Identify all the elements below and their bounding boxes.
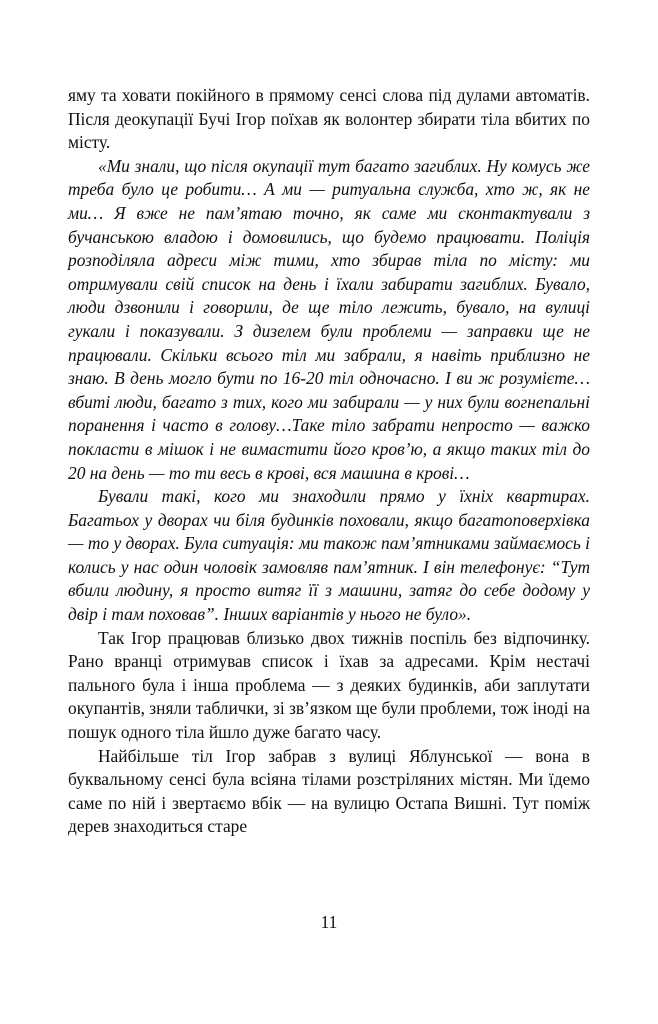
paragraph-3-quote: Бували такі, кого ми знаходили прямо у їхніх квартирах. Багатьох у дворах чи біля будинків поховали, якщо багатоповерхівка — то у дворах. Була ситуація: ми також пам’ятниками займаємось і колись у нас один чоловік замовляв пам’ятник. І він телефонує: “Тут вбили людину, я просто витяг її з машини, затяг до себе додому у двір і там поховав”. Інших варіантів у нього не було». [68, 486, 590, 625]
page-text-body [68, 84, 590, 839]
paragraph-2-quote: «Ми знали, що після окупації тут багато загиблих. Ну комусь же треба було це робити… А ми — ритуальна служба, хто ж, як не ми… Я вже не пам’ятаю точно, як саме ми сконтактували з бучанською владою і домовились, що будемо працювати. Поліція розподіляла адреси між тими, хто збирав тіла по місту: ми отримували свій список на день і їхали забирати загиблих. Бувало, люди дзвонили і говорили, де ще тіло лежить, бувало, на вулиці гукали і показували. З дизелем були проблеми — заправки ще не працювали. Скільки всього тіл ми забрали, я навіть приблизно не знаю. В день могло бути по 16-20 тіл одночасно. І ви ж розумієте… вбиті люди, багато з тих, кого ми забирали — у них були вогнепальні поранення і часто в голову…Таке тіло забрати непросто — важко покласти в мішок і не вимастити його кров’ю, а якщо таких тіл до 20 на день — то ти весь в крові, вся машина в крові… [68, 155, 590, 483]
paragraph-5: Найбільше тіл Ігор забрав з вулиці Яблунської — вона в буквальному сенсі була всіяна тілами розстріляних містян. Ми їдемо саме по ній і звертаємо вбік — на вулицю Остапа Вишні. Тут поміж дерев знаходиться старе [68, 745, 590, 837]
paragraph-1: яму та ховати покійного в прямому сенсі слова під дулами автоматів. Після деокупації Бучі Ігор поїхав як волонтер збирати тіла вбитих по місту. [68, 85, 590, 153]
page-number: 11 [320, 912, 338, 932]
paragraph-4: Так Ігор працював близько двох тижнів поспіль без відпочинку. Рано вранці отримував список і їхав за адресами. Крім нестачі пального була і інша проблема — з деяких будинків, аби заплутати окупантів, зняли таблички, зі зв’язком ще були проблеми, тож іноді на пошук одного тіла йшло дуже багато часу. [68, 627, 590, 743]
